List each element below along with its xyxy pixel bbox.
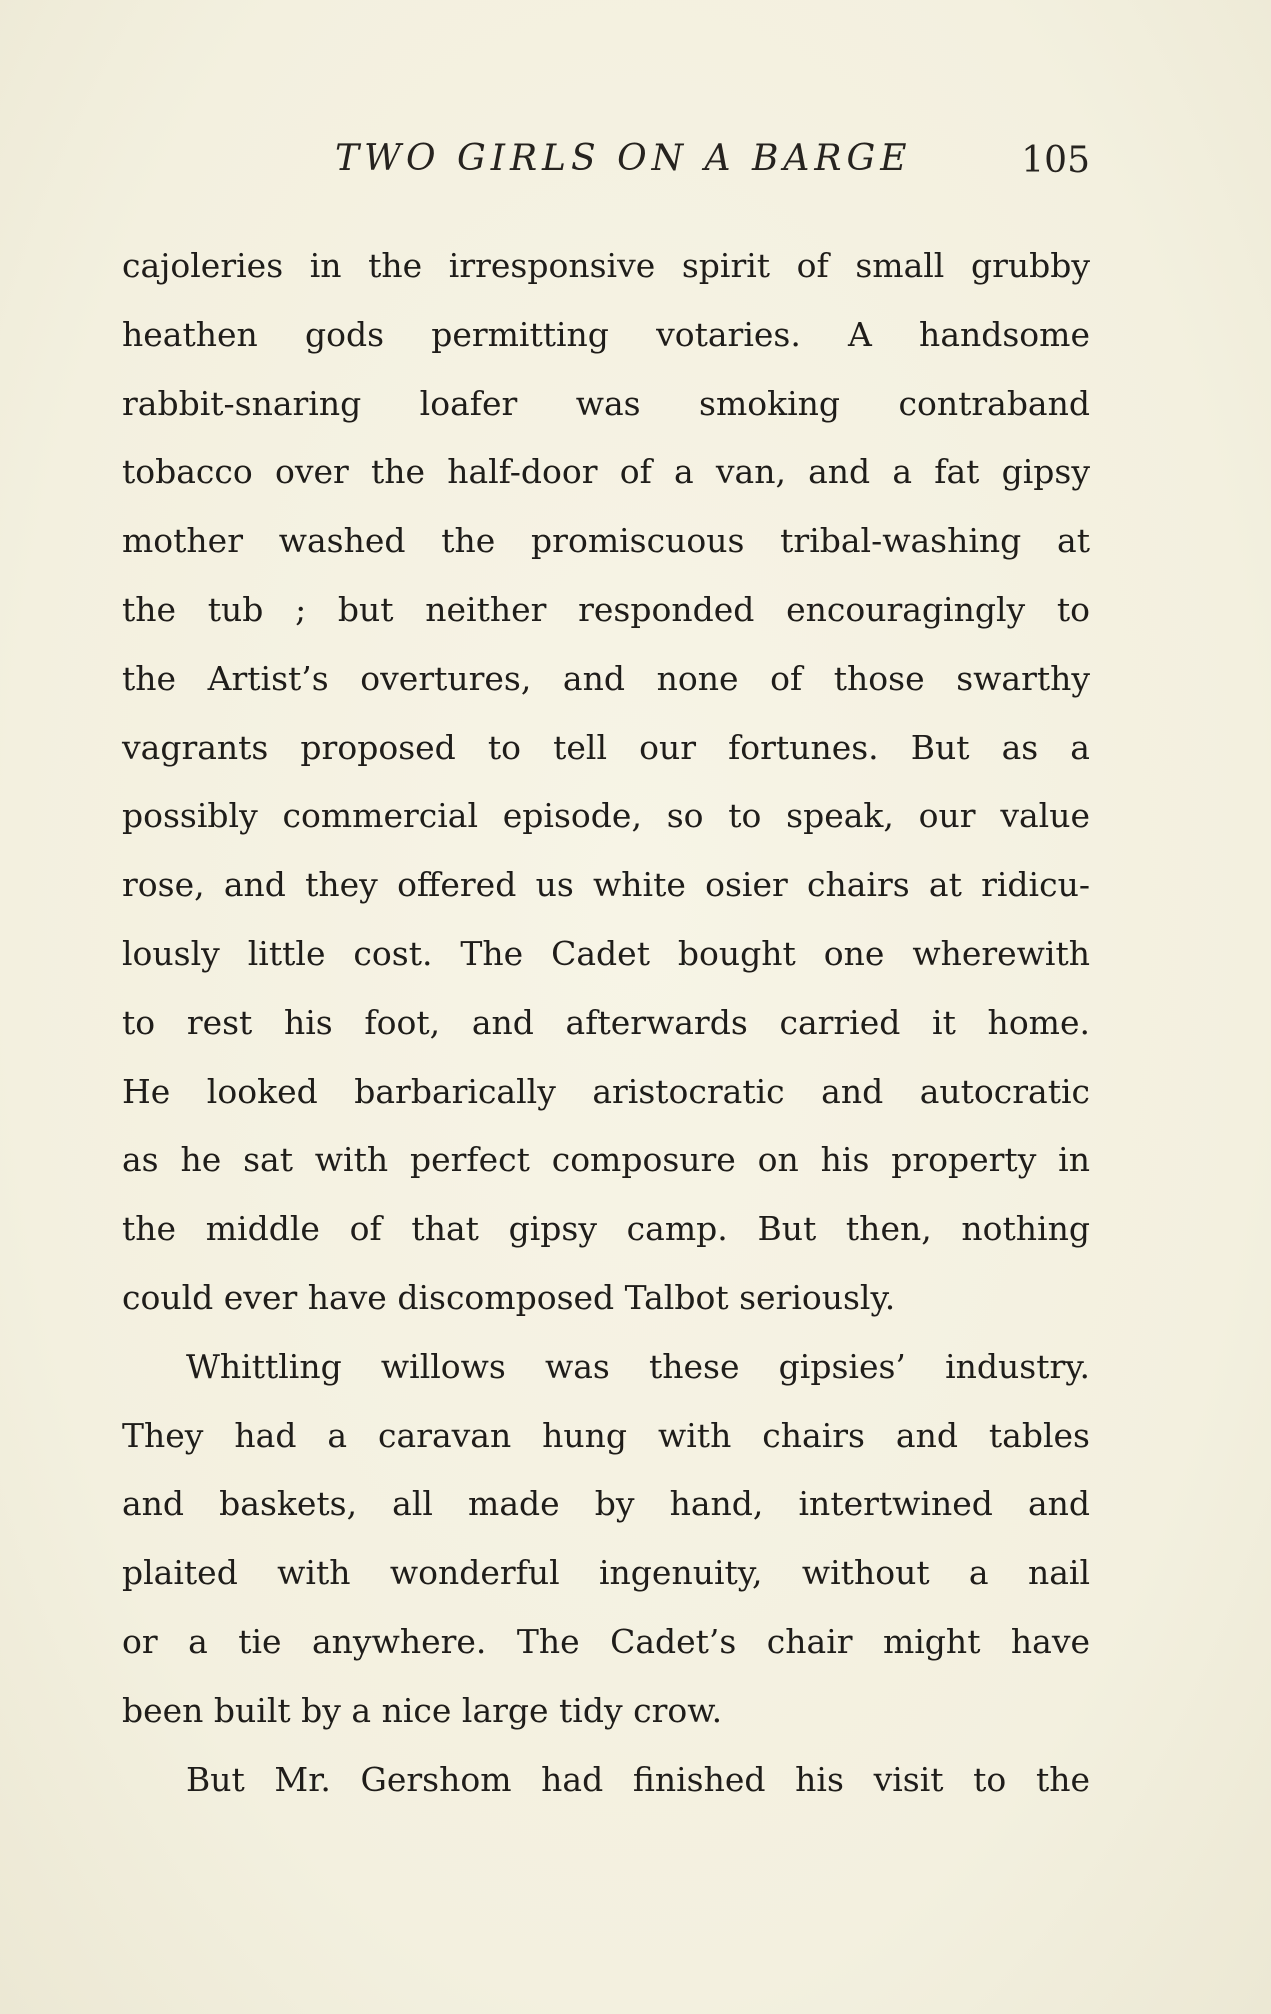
page-number: 105 — [1021, 140, 1090, 181]
body-text — [122, 232, 1090, 1814]
text-line: the middle of that gipsy camp. But then, nothing — [122, 1209, 1090, 1249]
text-line: to rest his foot, and afterwards carried it home. — [122, 1002, 1090, 1042]
text-line: could ever have discomposed Talbot seriously. — [122, 1277, 896, 1317]
text-line: cajoleries in the irresponsive spirit of small grubby — [122, 246, 1090, 285]
text-line: He looked barbarically aristocratic and autocratic — [122, 1071, 1090, 1111]
text-line: plaited with wonderful ingenuity, without a nail — [122, 1553, 1090, 1593]
text-line: as he sat with perfect composure on his property in — [122, 1140, 1090, 1180]
text-line: possibly commercial episode, so to speak, our value — [122, 796, 1090, 836]
text-line: mother washed the promiscuous tribal-washing at — [122, 521, 1090, 561]
text-line: Whittling willows was these gipsies’ industry. — [186, 1346, 1090, 1386]
running-title: TWO GIRLS ON A BARGE — [335, 138, 912, 179]
text-line: They had a caravan hung with chairs and tables — [122, 1415, 1090, 1455]
running-head — [120, 138, 1090, 188]
text-line: or a tie anywhere. The Cadet’s chair might have — [122, 1621, 1090, 1661]
text-line: heathen gods permitting votaries. A handsome — [122, 314, 1090, 354]
text-line: lously little cost. The Cadet bought one wherewith — [122, 933, 1090, 973]
text-line: vagrants proposed to tell our fortunes. But as a — [122, 727, 1090, 767]
text-line: rose, and they offered us white osier chairs at ridicu- — [122, 865, 1090, 905]
text-line: But Mr. Gershom had finished his visit to the — [186, 1759, 1090, 1799]
text-line: the tub ; but neither responded encouragingly to — [122, 589, 1090, 629]
text-line: and baskets, all made by hand, intertwined and — [122, 1484, 1090, 1524]
text-line: tobacco over the half-door of a van, and a fat gipsy — [122, 452, 1090, 492]
text-line: rabbit-snaring loafer was smoking contraband — [122, 383, 1090, 423]
text-line: the Artist’s overtures, and none of those swarthy — [122, 658, 1090, 698]
text-line: been built by a nice large tidy crow. — [122, 1690, 723, 1730]
